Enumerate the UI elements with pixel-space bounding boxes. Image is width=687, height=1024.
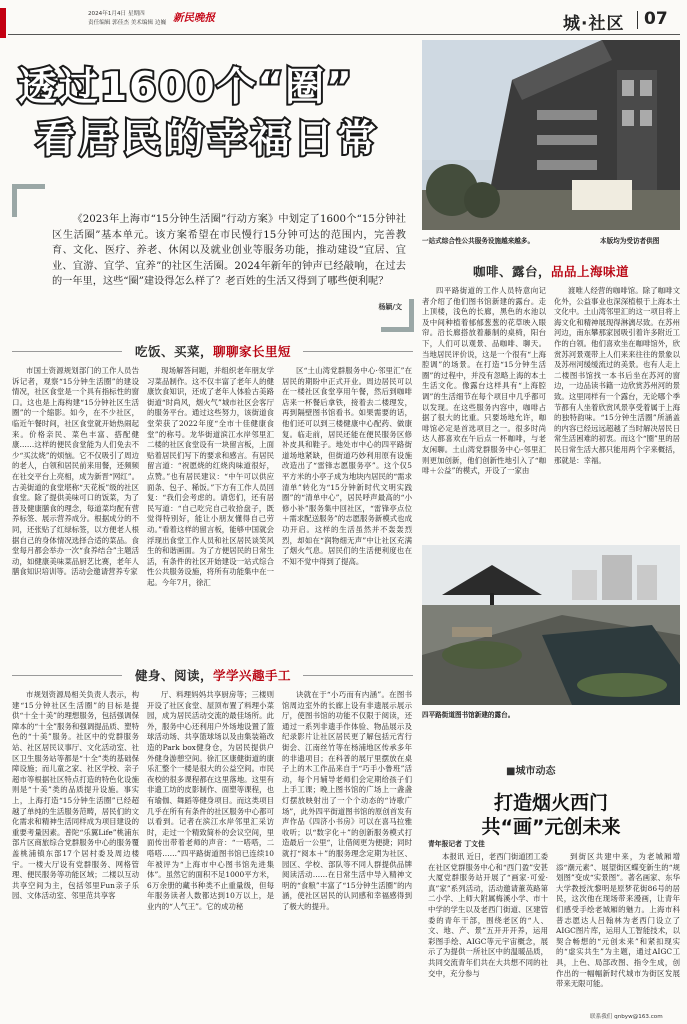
page-number: 07 <box>644 9 668 29</box>
lead-text: 《2023年上海市“15分钟生活圈”行动方案》中划定了1600个“15分钟社区生活圈”基本单元。该方案希望在市民慢行15分钟可达的范围内，完善教育、文化、医疗、养老、休闲以及就业创业等服务功能，推动建设“宜居、宜业、宜游、宜学、宜养”的社区生活圈。2024年新年的钟声已经敲响，在过去的一年里，这些“圈”建设得怎么样了？老百姓的生活又得到了哪些便利呢？ <box>52 214 406 288</box>
photo-credit: 本版均为受访者供图 <box>600 237 660 245</box>
read-column-2: 厅、料理妈妈共享厨房等；三楼则开设了社区食堂、屋顶布置了料理小菜园，成为居民活动交流的最佳场所。此外，服务中心还利用户外场地设置了篮球活动场、共享篮球场以及由集装箱改造的Park box健身仓，为居民提供户外健身游憩空间。徐汇区康健街道的康乐汇整个一楼是很大的公益空间。市民夜校的很多课程都在这里落地。这里有非遗工坊的皮影制作、面塑等课程，也有瑜伽、舞蹈等健身项目。而这类项目几乎在所有有条件的社区服务中心都可以看到。记者在滨江水岸邻里汇采访时，走过一个精致简朴的会议空间，里面传出带着老师的声音：“一嗒嗒，二嗒嗒……”四平路街道图书馆已连续10年被评为“上海市中心图书馆先进集体”。虽然它的面积不足1000平方米，6万余册的藏书种类不止重量级，但每年服务读者人数都达到10万以上，是业内的“人气王”。它的成功秘 <box>147 690 274 911</box>
section-heading-eat-title: 聊聊家长里短 <box>213 344 292 359</box>
eat-rule-right <box>303 351 413 352</box>
news-tag: ■城市动态 <box>506 766 556 777</box>
bottom-photo-terrace <box>422 545 680 705</box>
masthead <box>0 0 687 38</box>
bottom-photo-caption: 四平路街道图书馆新建的露台。 <box>422 711 515 719</box>
paper-logo: 新民晚报 <box>173 12 215 24</box>
eat-column-1: 市国土资源规划部门的工作人员告诉记者，观察“15分钟生活圈”的建设情况，社区食堂是一个具有指标性的窗口。这也是上海构建“15分钟社区生活圈”的一个缩影。如今，在不少社区，临近午餐时间，社区食堂就开始热闹起来。价格亲民、菜色丰富、搭配健康……这样的便民食堂能为人们免去不少“买汰烧”的烦恼。它不仅吸引了周边的老人，白领和居民前来用餐，还频频在社交平台上亮相，成为新晋“网红”。古美街道的食堂堪称“天花板”级的社区食堂。除了提供美味可口的饭菜，为了普及健康膳食的理念，每道菜均配有营养标签、展示营养成分。根据成分的不同，还张贴了红绿标签，以方便老人根据自己的身体情况选择合适的菜品。食堂每月都会举办一次“食养结合”主题活动，如健康美味菜品厨艺比赛，老年人膳食知识培训等。活动会邀请营养专家 <box>12 366 139 577</box>
lead-corner-tl <box>12 184 45 217</box>
section-heading-coffee-prefix: 咖啡、露台， <box>472 264 551 279</box>
section-heading-read-title: 学学兴趣手工 <box>213 668 292 683</box>
read-rule-right <box>303 675 413 676</box>
read-column-3: 诀就在于“小巧而有内涵”。在图书馆周边室外的长廊上设有非遗展示展示厅，使图书馆的功能不仅限于阅读，还通过一系列非遗手作体验、物品展示及纪录影片让社区居民更了解包括元宵行街会、江南丝竹等在杨浦地区传承多年的非遗项目；在科普的展厅里摆放在桌子上的木工作品来自于“巧手小鲁班”活动，每个月辅导老师们会定期给孩子们上手工课；晚上图书馆的广场上一盏盏灯摆放映射出了一个个动态的“诗歌广场”，此外四平街道图书馆的原创首发有声作品《四济小书房》可以在喜马拉雅收听；以“数字化＋”的创新服务模式打造最后一公里“，让借阅更为便捷；同时就打“阅本＋”的服务理念定期为社区、园区、学校、部队等不同人群提供品牌阅读活动……在日常生活中导入精神文明的“食粮”丰富了“15分钟生活圈”的内涵，使社区居民的认同感和幸福感得到了极大的提升。 <box>282 690 412 911</box>
news-column-2: 到街区共建中来，为老城厢增添“潮元素”、展望街区蝶变新生的“规划图”变成“实景图”。著名画家、东华大学教授沈黎明是原梦花街86号的居民，这次他在现场带来漫画，让青年们感受手绘老城厢的魅力。上海市科普志愿达人吕翰林为老西门设立了AIGC图片库，运用人工智能技术，以契合畅想的“元创未来”和紧扣现实的“虚实共生”为主题，通过AIGC工具，上色、局部改图、指令生成，创作出的一幅幅新时代城市为街区发展带来无限可能。 <box>556 852 680 989</box>
lead-byline: 杨颖/文 <box>378 303 402 311</box>
footer-contact: 联系我们 qnbyw@163.com <box>590 1014 663 1020</box>
headline-line-1: 透过1600个“圈” <box>18 65 354 110</box>
section-heading-read-prefix: 健身、阅读， <box>134 668 213 683</box>
masthead-rule <box>8 34 680 35</box>
eat-column-3: 区“土山湾党群服务中心·邻里汇”在居民的期盼中正式开业。周边居民可以在一楼社区食堂享用午餐，然后到咖啡店来一杯餐后拿铁，接着去二楼理发，再到隔壁图书馆看书。如果需要的话，他们还可以到三楼健康中心配药、做康复。临走前，居民还能在便民服务区修补皮具和鞋子。地处市中心的四平路街道场地紧缺，但街道巧妙利用原有设施改造出了“雷锋志愿服务亭”。这个仅5平方米的小亭子成为地块内居民的“需求清单”转化为“15分钟新时代文明实践圈”的“清单中心”，居民呼声最高的“小修小补”服务集中回社区，“雷锋亭点位＋需求配送服务”的志愿服务新模式也成功开启。这样的生活虽然并不轰轰烈烈，却如在“润物细无声”中让社区充满了烟火气息。居民们的生活便利度也在不知不觉中得到了提高。 <box>282 366 412 566</box>
top-photo-caption: 一站式综合性公共服务设施越来越多。 <box>422 237 535 245</box>
top-photo-service-center <box>422 40 680 230</box>
eat-rule-left <box>12 351 122 352</box>
editor-credits: 责任编辑 郭佳杰 美术编辑 边巍 <box>88 20 167 26</box>
section-heading-coffee-title: 品品上海味道 <box>551 264 630 279</box>
section-name: 城·社区 <box>563 14 625 34</box>
section-divider <box>637 11 638 29</box>
coffee-column-2: 渡唯人经营的咖啡馆。除了咖啡文化外，公益事业也深深植根于上海本土文化中。土山湾邻里汇的这一项目将上海文化和精神展现得淋漓尽致。在苏州河边，南东攀那家园吸引着许多附近工作的白领。他们喜欢坐在咖啡馆外，欣赏苏河景观带上人们来来往往的景象以及苏州河缓缓流过的美景。也有人走上二楼图书馆找一本书后坐在苏河的窗边，一边品读书籍一边欣赏苏州河的景致。这里同样有一个露台，无论哪个季节都有人坐着欣赏风景享受着属于上海的独特韵味。“15分钟生活圈”所涵盖的内容已经远远超越了当时解决居民日常生活困难的初衷。而这个“圈”里的居民日常生活大都只能用两个字来概括，那就是：幸福。 <box>554 286 680 465</box>
section-heading-coffee <box>422 262 680 280</box>
page-edge-marker <box>0 8 6 38</box>
news-reporters: 青年报记者 丁文佳 <box>428 840 485 848</box>
headline-line-2: 看居民的幸福日常 <box>36 117 381 162</box>
section-heading-eat-prefix: 吃饭、买菜， <box>134 344 213 359</box>
read-rule-left <box>12 675 122 676</box>
read-column-1: 市规划资源局相关负责人表示，构建“15分钟社区生活圈”的目标是提供“十全十美”的理想服务，包括强调保障本的“十全”服务和强调提品质、塑特色的“十美”服务。社区中的党群服务站、社区居民议事厅、文化活动室、社区卫生服务站等都是“十全”类的基础保障设施；而儿童之家、社区学校、亲子超市等根据社区特点打造的特色化设施则是“十美”类的品质提升设施。事实上，上海打造“15分钟生活圈”已经超越了单纯的生活服务范畴，居民们的文化需求和精神生活同样成为项目建设的重要考量因素。普陀“乐翼Life”桃浦东部片区商旅综合党群服务中心的服务覆盖桃浦镇东部17个居村委及周边楼宇。一楼大厅设有党群服务、网格管理、便民服务等功能区域；二楼以互动共享空间为主，包括邻里Fun亲子乐园、文体活动室、邻里范共享客 <box>12 690 139 901</box>
news-title-line-2: 共“画”元创未来 <box>481 816 621 838</box>
eat-column-2: 现场解答问题，并组织老年朋友学习菜品制作。这不仅丰富了老年人的健康饮食知识，还成了老年人体验古美路街道“时尚风，烟火气”城市社区会客厅的服务平台。通过这些努力，该街道食堂荣获了2022年度“全市十佳健康食堂”的称号。龙华街道滨江水岸邻里汇二楼的社区食堂设有一块留言板，上面贴着居民们写下的要求和感言。有居民留言道：“祝愿烧的红烧肉味道很好，点赞。”也有居民建议：“中午可以供应面条、包子、稀饭。”下方有工作人员回复：“我们会考虑的。请您们，还有居民写道：“自己吃完自己收拾盘子，既觉得特别好，能让小朋友懂得自己劳动。”看着这样的留言板，能够中国就会浮现出食堂工作人员和社区居民谈笑风生的和谐画面。为了方便居民的日常生活，有条件的社区开始建设一站式综合性公共服务设施，将所有功能集中在一起。今年7月，徐汇 <box>147 366 274 587</box>
lead-box <box>12 184 414 332</box>
issue-date: 2024年1月4日 星期四 <box>88 11 145 17</box>
news-title-line-1: 打造烟火西门 <box>493 792 608 814</box>
news-column-1: 本报讯 近日，老西门街道团工委在社区党群服务中心和“西门盈”安甚大厦党群服务站开展了“画家·可爱·真”家”系列活动，活动邀请董英路第二小学、上师大附属梅溪小学、市十中学的学生以及老西门街道、区建管委的青年干部，围绕老区的“人、文、地、产、景”五开开开养，运用彩图手绘、AIGC等元宇宙概念，展示了为提供一所社区中的温暖品质，共同交流青年们共在大共想不同的社交中，充分参与 <box>428 852 548 978</box>
coffee-column-1: 四平路街道的工作人员特意向记者介绍了他们图书馆新建的露台。走上顶楼，浅色的长廊，黑色的水池以及中间种植着郁郁葱葱的花草映入眼帘。沿长廊搭放着藤制的桌椅，阳台下，人们可以观景、品咖啡、聊天。当地居民评价说，这是一个很有“上海腔调”的场景。在打造“15分钟生活圈”的过程中，并没有忽略上海的本土生活文化。像露台这样具有“上海腔调”的生活细节在每个项目中几乎都可以发现。在这些服务内容中，咖啡占据了很大的比重。只要场地允许，咖啡馆必定是首选项目之一。很多时尚达人都喜欢在午后点一杯咖啡，与老友闲聊。土山湾党群服务中心·邻里汇则更加创新，他们创新性地引入了“咖啡＋公益”的模式，开设了一家由 <box>422 286 546 476</box>
